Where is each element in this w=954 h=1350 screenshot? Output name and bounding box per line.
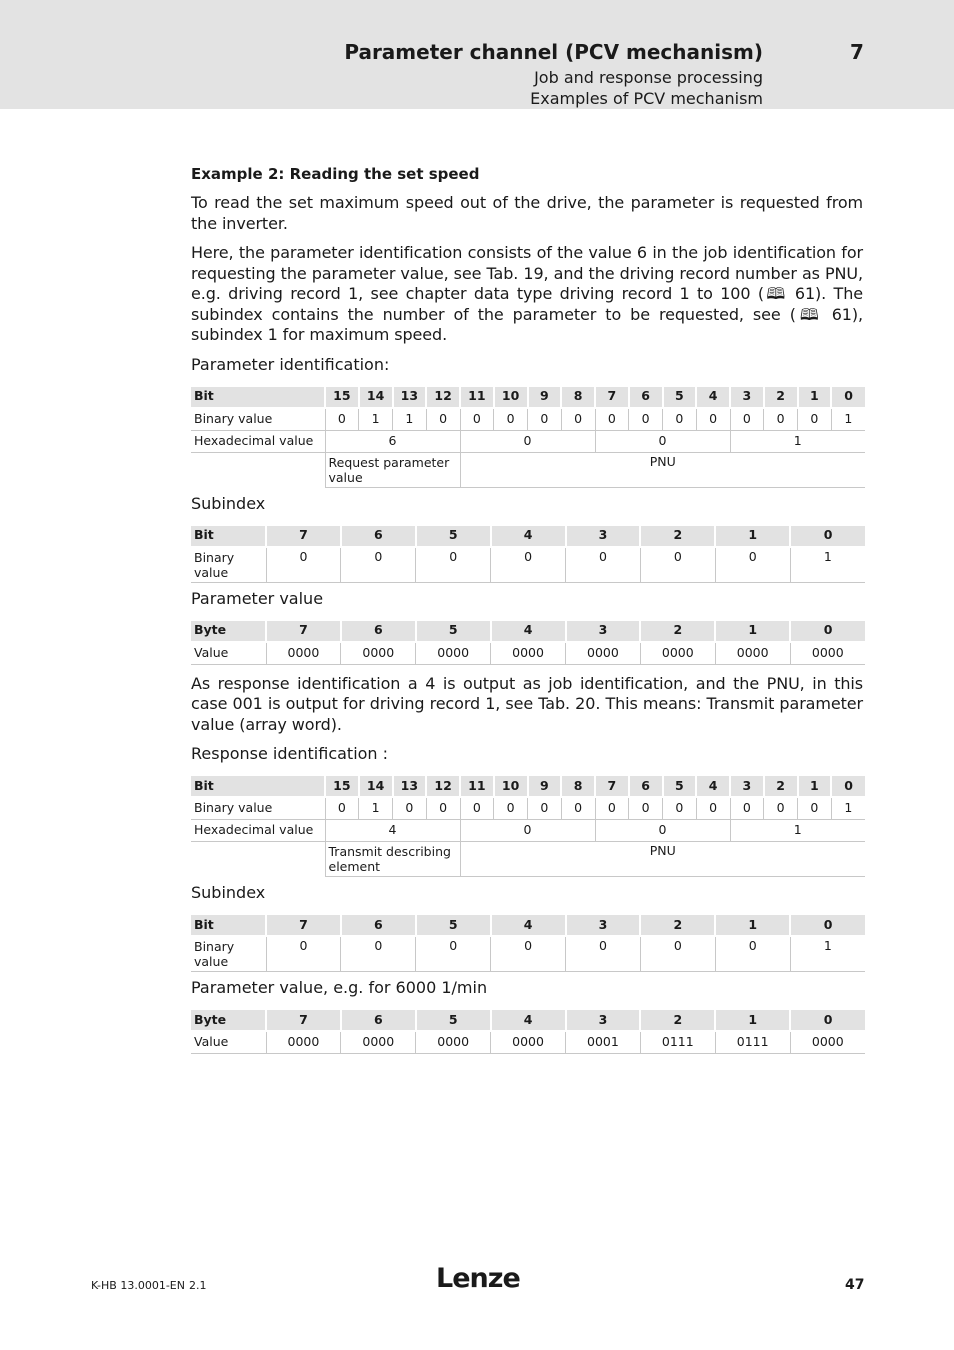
byte-cell: 2 [640,621,715,642]
byte-cell: 5 [416,621,491,642]
binary-cell: 0 [764,408,798,431]
binary-label: Binary value [191,547,266,583]
hex-label: Hexadecimal value [191,430,325,452]
bit-cell: 0 [831,776,865,797]
paragraph-response: As response identification a 4 is output as job identification, and the PNU, in this case 001 is output for driving record 1, see Tab. 20. This means: Transmit parameter value (array word). [191,673,863,734]
bit-cell: 12 [426,387,460,408]
table-row [191,526,865,547]
bit-cell: 5 [663,776,697,797]
value-cell: 0000 [491,1031,566,1054]
binary-cell: 0 [566,936,641,972]
table-row [191,820,865,842]
hex-label: Hexadecimal value [191,820,325,842]
byte-cell: 6 [341,1010,416,1031]
caption-subindex: Subindex [191,883,266,902]
binary-cell: 1 [790,547,865,583]
value-cell: 0000 [341,1031,416,1054]
binary-cell: 0 [764,797,798,820]
binary-cell: 0 [325,408,359,431]
value-cell: 0000 [416,642,491,665]
binary-cell: 0 [266,547,341,583]
byte-cell: 1 [715,1010,790,1031]
binary-cell: 1 [359,408,393,431]
byte-cell: 1 [715,621,790,642]
binary-cell: 0 [715,547,790,583]
hex-cell: 0 [460,820,595,842]
lenze-logo: Lenze [436,1263,520,1294]
section-heading: Example 2: Reading the set speed [191,165,480,183]
value-label: Value [191,1031,266,1054]
bit-cell: 12 [426,776,460,797]
bit-cell: 4 [491,915,566,936]
byte-cell: 3 [566,1010,641,1031]
binary-cell: 0 [715,936,790,972]
bit-label: Bit [191,915,266,936]
value-cell: 0000 [491,642,566,665]
bit-cell: 9 [528,776,562,797]
value-cell: 0000 [790,642,865,665]
empty-cell [191,842,325,877]
binary-cell: 1 [393,408,427,431]
bit-cell: 2 [764,776,798,797]
caption-parameter-value-example: Parameter value, e.g. for 6000 1/min [191,978,488,997]
value-cell: 0000 [416,1031,491,1054]
table-row [191,547,865,583]
paragraph-intro: To read the set maximum speed out of the drive, the parameter is requested from the inverter. [191,193,863,233]
hex-cell: 1 [730,430,865,452]
bit-cell: 8 [561,387,595,408]
bit-cell: 5 [416,526,491,547]
binary-cell: 0 [629,797,663,820]
binary-cell: 0 [416,547,491,583]
bit-cell: 1 [798,776,832,797]
byte-cell: 4 [491,1010,566,1031]
caption-parameter-identification: Parameter identification: [191,354,390,374]
binary-cell: 0 [798,408,832,431]
bit-cell: 10 [494,387,528,408]
bit-cell: 3 [730,387,764,408]
value-cell: 0001 [566,1031,641,1054]
value-label: Value [191,642,266,665]
bit-cell: 6 [629,387,663,408]
bit-cell: 3 [566,915,641,936]
byte-cell: 6 [341,621,416,642]
binary-cell: 0 [494,408,528,431]
bit-cell: 10 [494,776,528,797]
bit-cell: 1 [798,387,832,408]
binary-cell: 0 [426,408,460,431]
table-row [191,797,865,820]
binary-label: Binary value [191,797,325,820]
hex-cell: 0 [595,820,730,842]
paragraph-identification: Here, the parameter identification consists of the value 6 in the job identification for requesting the parameter value, see Tab. 19, and the driving record number as PNU, e.g. driving record 1, see chapter data type driving record 1 to 100 (🕮 61). The subindex contains the number of the parameter to be requested, see (🕮 61), subindex 1 for maximum speed. [191,243,863,344]
binary-cell: 0 [696,797,730,820]
binary-cell: 0 [426,797,460,820]
bit-cell: 14 [359,387,393,408]
bit-cell: 7 [595,387,629,408]
bit-cell: 14 [359,776,393,797]
table-row [191,915,865,936]
bit-cell: 11 [460,387,494,408]
table-row [191,936,865,972]
hex-cell: 6 [325,430,460,452]
binary-cell: 1 [790,936,865,972]
bit-cell: 4 [696,776,730,797]
byte-cell: 2 [640,1010,715,1031]
page-header [0,0,954,109]
bit-cell: 2 [640,915,715,936]
bit-cell: 3 [730,776,764,797]
value-cell: 0000 [715,642,790,665]
bit-cell: 0 [790,526,865,547]
hex-cell: 1 [730,820,865,842]
binary-cell: 0 [640,936,715,972]
section-subtitle: Job and response processing [534,68,763,87]
bit-cell: 5 [416,915,491,936]
byte-cell: 4 [491,621,566,642]
bit-cell: 7 [266,915,341,936]
bit-cell: 7 [595,776,629,797]
caption-response-identification: Response identification : [191,744,389,763]
empty-cell [191,452,325,487]
bit-cell: 15 [325,776,359,797]
bit-cell: 6 [629,776,663,797]
value-cell: 0000 [640,642,715,665]
binary-cell: 1 [359,797,393,820]
bit-cell: 0 [790,915,865,936]
bit-label: Bit [191,776,325,797]
binary-cell: 0 [528,408,562,431]
table-row [191,452,865,487]
pnu-cell: PNU [460,452,865,487]
byte-cell: 0 [790,1010,865,1031]
table-row [191,408,865,431]
bit-cell: 4 [491,526,566,547]
binary-cell: 0 [561,797,595,820]
byte-label: Byte [191,1010,266,1031]
caption-parameter-value: Parameter value [191,588,324,608]
byte-cell: 0 [790,621,865,642]
byte-cell: 7 [266,621,341,642]
bit-cell: 9 [528,387,562,408]
hex-cell: 0 [595,430,730,452]
main-content [191,162,863,1060]
parameter-value-table [191,621,865,665]
table-row [191,430,865,452]
bit-cell: 2 [640,526,715,547]
binary-cell: 0 [595,408,629,431]
byte-cell: 3 [566,621,641,642]
bit-cell: 13 [393,776,427,797]
value-cell: 0000 [266,642,341,665]
hex-cell: 4 [325,820,460,842]
binary-label: Binary value [191,936,266,972]
bit-cell: 6 [341,526,416,547]
binary-cell: 0 [696,408,730,431]
subsection-subtitle: Examples of PCV mechanism [530,89,763,108]
binary-cell: 0 [663,408,697,431]
hex-cell: 0 [460,430,595,452]
bit-cell: 1 [715,915,790,936]
parameter-value-table [191,1010,865,1054]
binary-cell: 0 [325,797,359,820]
response-identification-table [191,776,865,877]
byte-label: Byte [191,621,266,642]
bit-cell: 15 [325,387,359,408]
bit-label: Bit [191,387,325,408]
bit-label: Bit [191,526,266,547]
bit-cell: 4 [696,387,730,408]
binary-cell: 1 [831,797,865,820]
job-description-cell: Request parameter value [325,452,460,487]
binary-cell: 0 [266,936,341,972]
bit-cell: 0 [831,387,865,408]
binary-cell: 0 [629,408,663,431]
bit-cell: 8 [561,776,595,797]
subindex-table [191,526,865,583]
binary-cell: 0 [640,547,715,583]
binary-cell: 0 [730,408,764,431]
binary-cell: 0 [663,797,697,820]
bit-cell: 7 [266,526,341,547]
binary-cell: 0 [566,547,641,583]
chapter-title: Parameter channel (PCV mechanism) [344,40,763,64]
binary-cell: 1 [831,408,865,431]
byte-cell: 5 [416,1010,491,1031]
bit-cell: 1 [715,526,790,547]
byte-cell: 7 [266,1010,341,1031]
binary-cell: 0 [528,797,562,820]
binary-cell: 0 [595,797,629,820]
value-cell: 0000 [790,1031,865,1054]
binary-cell: 0 [341,547,416,583]
table-row [191,776,865,797]
binary-cell: 0 [561,408,595,431]
binary-cell: 0 [416,936,491,972]
value-cell: 0111 [715,1031,790,1054]
binary-cell: 0 [460,408,494,431]
value-cell: 0111 [640,1031,715,1054]
binary-cell: 0 [491,547,566,583]
document-version: 2.1 [189,1279,207,1292]
binary-cell: 0 [491,936,566,972]
binary-cell: 0 [798,797,832,820]
pnu-cell: PNU [460,842,865,877]
document-id: K-HB 13.0001-EN [91,1279,185,1292]
table-row [191,1010,865,1031]
job-description-cell: Transmit describing element [325,842,460,877]
bit-cell: 6 [341,915,416,936]
bit-cell: 13 [393,387,427,408]
value-cell: 0000 [266,1031,341,1054]
binary-cell: 0 [730,797,764,820]
table-row [191,621,865,642]
chapter-number: 7 [850,40,864,64]
binary-cell: 0 [341,936,416,972]
caption-subindex: Subindex [191,493,266,513]
value-cell: 0000 [341,642,416,665]
binary-cell: 0 [460,797,494,820]
page-number: 47 [845,1277,865,1293]
table-row [191,842,865,877]
table-row [191,387,865,408]
bit-cell: 11 [460,776,494,797]
binary-label: Binary value [191,408,325,431]
table-row [191,1031,865,1054]
binary-cell: 0 [494,797,528,820]
bit-cell: 2 [764,387,798,408]
bit-cell: 3 [566,526,641,547]
parameter-identification-table [191,387,865,488]
value-cell: 0000 [566,642,641,665]
table-row [191,642,865,665]
binary-cell: 0 [393,797,427,820]
bit-cell: 5 [663,387,697,408]
subindex-table [191,915,865,972]
